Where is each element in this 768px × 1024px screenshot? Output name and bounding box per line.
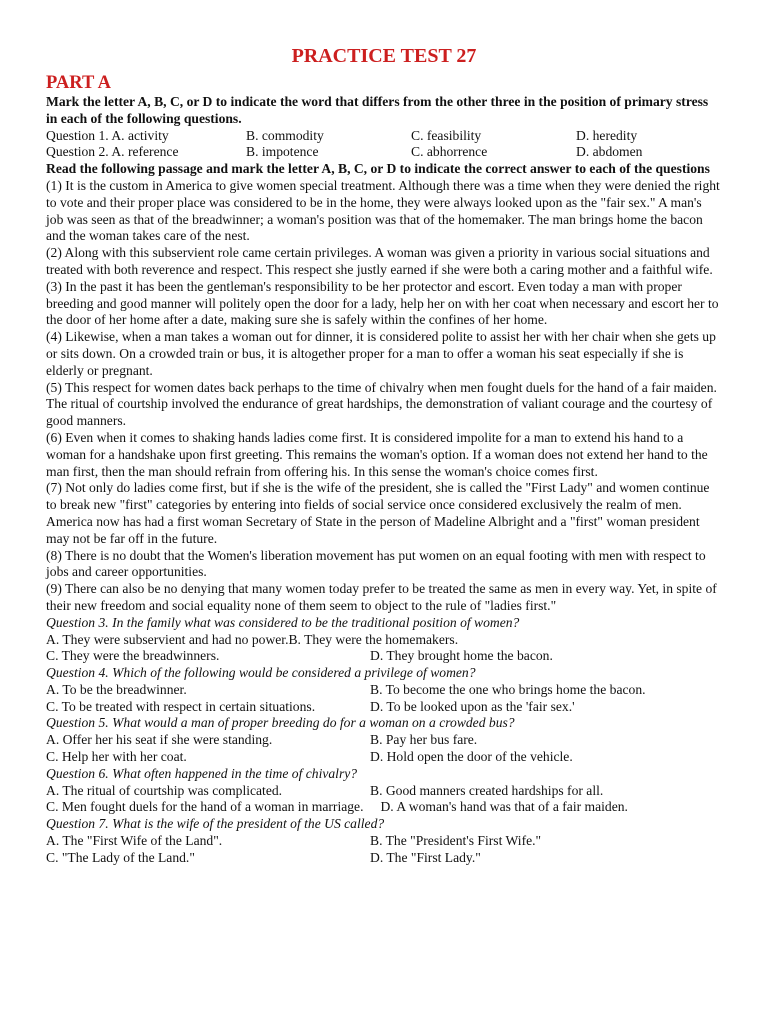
- q5-options-ab: [46, 732, 722, 749]
- q6-option-a: A. The ritual of courtship was complicated.: [46, 782, 283, 798]
- q3-options-ab: A. They were subservient and had no power.B. They were the homemakers.: [46, 631, 459, 647]
- part-heading: PART A: [46, 73, 111, 93]
- q5-option-c: C. Help her with her coat.: [46, 749, 187, 765]
- q5-options-cd: [46, 749, 722, 766]
- question-4-stem: Question 4. Which of the following would be considered a privilege of women?: [46, 665, 476, 681]
- q4-option-b: B. To become the one who brings home the bacon.: [370, 681, 646, 697]
- q2-option-b: B. impotence: [246, 144, 319, 160]
- q3-option-d: D. They brought home the bacon.: [370, 648, 553, 664]
- q4-options-ab: [46, 682, 722, 699]
- q1-option-c: C. feasibility: [411, 127, 482, 143]
- reading-instruction: Read the following passage and mark the letter A, B, C, or D to indicate the correct answer to each of the questions: [46, 161, 710, 177]
- q3-options-cd: [46, 648, 722, 665]
- q5-option-d: D. Hold open the door of the vehicle.: [370, 749, 573, 765]
- q6-options-ab: [46, 783, 722, 800]
- q2-option-d: D. abdomen: [576, 144, 643, 160]
- q4-option-a: A. To be the breadwinner.: [46, 681, 187, 697]
- passage-paragraph-3: (3) In the past it has been the gentleman's responsibility to be her protector and escort. Even today a man with proper breeding and good manner will politely open the door for a lady, help her on with her coat when necessary and escort her to the door of her home after a date, making sure she is safely within the confines of her home.: [46, 278, 719, 328]
- passage-paragraph-7: (7) Not only do ladies come first, but if she is the wife of the president, she is called the "First Lady" and women continue to break new "first" categories by entering into fields of social service once considered exclusively the realm of men. America now has had a first woman Secretary of State in the person of Madeline Albright and a "first" woman president may not be far off in the future.: [46, 480, 710, 546]
- q6-option-b: B. Good manners created hardships for all.: [370, 782, 604, 798]
- passage-paragraph-8: (8) There is no doubt that the Women's liberation movement has put women on an equal footing with men with respect to jobs and career opportunities.: [46, 547, 706, 580]
- passage-paragraph-4: (4) Likewise, when a man takes a woman out for dinner, it is considered polite to assist her with her chair when she gets up or sits down. On a crowded train or bus, it is altogether proper for a man to offer a woman his seat especially if she is elderly or pregnant.: [46, 329, 716, 378]
- q7-option-a: A. The "First Wife of the Land".: [46, 833, 223, 849]
- question-6-stem: Question 6. What often happened in the time of chivalry?: [46, 765, 358, 781]
- passage-paragraph-1: (1) It is the custom in America to give women special treatment. Although there was a time when they were denied the right to vote and their proper place was considered to be in the home, they were always looked upon as the "fair sex." A man's job was seen as that of the breadwinner; a woman's position was that of the homemaker. The man brings home the bacon and the woman takes care of the nest.: [46, 177, 720, 244]
- q7-option-b: B. The "President's First Wife.": [370, 833, 542, 849]
- question-1-row: [46, 128, 722, 145]
- passage-paragraph-2: (2) Along with this subservient role came certain privileges. A woman was given a priority in various social situations and treated with both reverence and respect. This respect she justly earned if she were both a caring mother and a faithful wife.: [46, 245, 713, 277]
- q7-options-cd: [46, 850, 722, 867]
- question-2-row: [46, 144, 722, 161]
- passage-paragraph-9: (9) There can also be no denying that many women today prefer to be treated the same as men in every way. Yet, in spite of their new freedom and social equality none of them seem to object to the rule of "ladies first.": [46, 581, 717, 613]
- question-7-stem: Question 7. What is the wife of the president of the US called?: [46, 816, 385, 832]
- page-title: PRACTICE TEST 27: [291, 45, 477, 67]
- q7-options-ab: [46, 833, 722, 850]
- q4-option-c: C. To be treated with respect in certain situations.: [46, 698, 316, 714]
- q5-option-a: A. Offer her his seat if she were standing.: [46, 732, 273, 748]
- q3-option-c: C. They were the breadwinners.: [46, 648, 220, 664]
- stress-instruction: Mark the letter A, B, C, or D to indicate the word that differs from the other three in the position of primary stress in each of the following questions.: [46, 94, 709, 126]
- q1-option-a: Question 1. A. activity: [46, 127, 169, 143]
- test-page: [46, 44, 722, 867]
- q6-options-cd: C. Men fought duels for the hand of a woman in marriage. D. A woman's hand was that of a fair maiden.: [46, 799, 628, 815]
- q7-option-c: C. "The Lady of the Land.": [46, 849, 195, 865]
- q5-option-b: B. Pay her bus fare.: [370, 732, 478, 748]
- q7-option-d: D. The "First Lady.": [370, 849, 481, 865]
- q2-option-c: C. abhorrence: [411, 144, 488, 160]
- passage-paragraph-5: (5) This respect for women dates back perhaps to the time of chivalry when men fought duels for the hand of a fair maiden. The ritual of courtship involved the endurance of great hardships, the demonstration of valiant courage and the courtesy of good manners.: [46, 379, 717, 429]
- q1-option-b: B. commodity: [246, 127, 324, 143]
- question-3-stem: Question 3. In the family what was considered to be the traditional position of women?: [46, 614, 520, 630]
- question-5-stem: Question 5. What would a man of proper breeding do for a woman on a crowded bus?: [46, 715, 515, 731]
- q1-option-d: D. heredity: [576, 127, 638, 143]
- q4-options-cd: [46, 699, 722, 716]
- passage-paragraph-6: (6) Even when it comes to shaking hands ladies come first. It is considered impolite for a man to extend his hand to a woman for a handshake upon first greeting. This remains the woman's option. If a woman does not extend her hand to the man first, then the man should refrain from offering his. In this sense the woman's choice comes first.: [46, 429, 708, 479]
- q2-option-a: Question 2. A. reference: [46, 144, 179, 160]
- q4-option-d: D. To be looked upon as the 'fair sex.': [370, 698, 575, 714]
